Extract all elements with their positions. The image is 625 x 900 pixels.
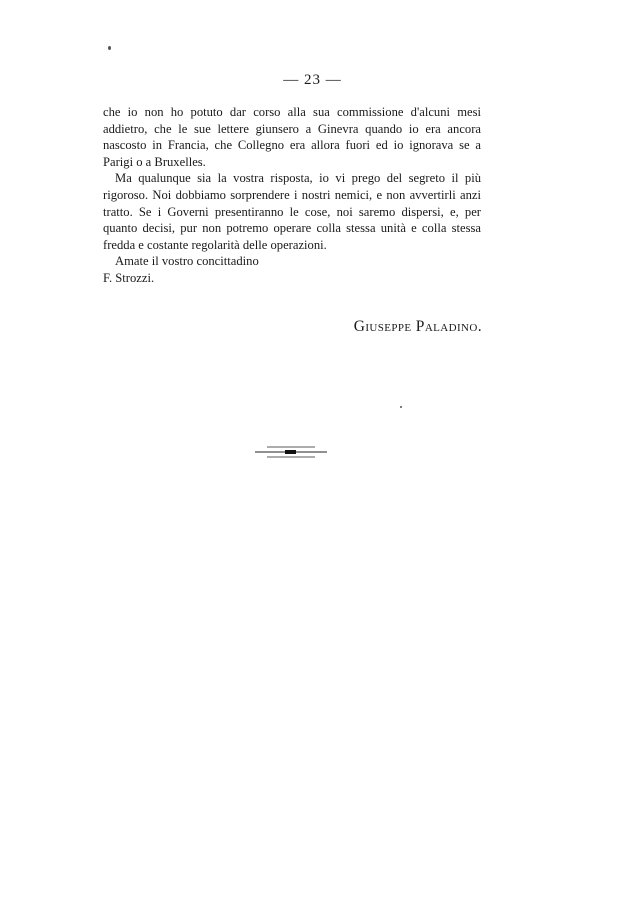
letter-body: [103, 104, 481, 287]
author-name: Giuseppe Paladino.: [353, 318, 482, 335]
paragraph: Ma qualunque sia la vostra risposta, io vi prego del segreto il più rigoroso. Noi dobbiamo sorprendere i nostri nemici, e non avvertirli anzi tratto. Se i Governi presentiranno le cose, noi saremo dispersi, e, per quanto decisi, pur non potremo operare colla stessa unità e colla stessa fredda e costante regolarità delle operazioni.: [103, 171, 481, 252]
signature: F. Strozzi.: [103, 270, 155, 285]
paragraph: che io non ho potuto dar corso alla sua commissione d'alcuni mesi addietro, che le sue lettere giunsero a Ginevra quando io era ancora nascosto in Francia, che Collegno era allora fuori ed io ignorava se a Parigi o a Bruxelles.: [103, 105, 481, 169]
print-speck: [108, 46, 111, 50]
print-speck: [400, 406, 402, 408]
ornament-divider: [253, 444, 329, 462]
page-number: — 23 —: [283, 72, 342, 88]
closing-line: Amate il vostro concittadino: [115, 254, 259, 269]
